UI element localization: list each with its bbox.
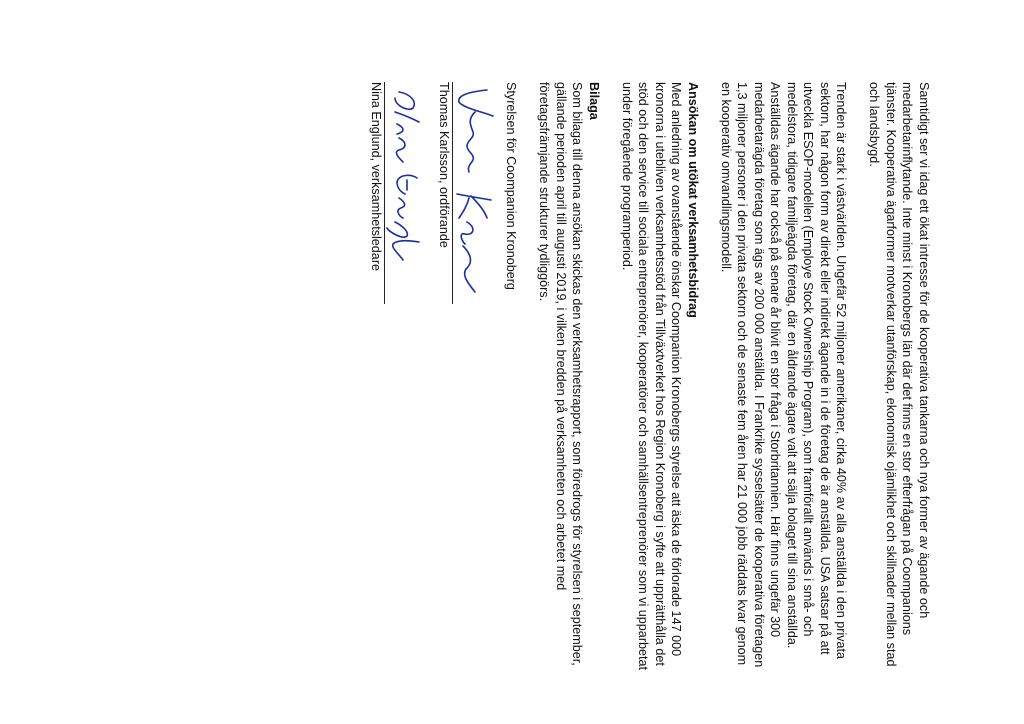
document-content [368, 82, 932, 682]
trend-paragraph: Trenden är stark i västvärlden. Ungefär 52 miljoner amerikaner, cirka 40% av alla anställda i den privata sektorn, har någon form av direkt eller indirekt ägande in i de företag de är anställda. USA satsar på att utveckla ESOP-modellen (Employe Stock Ownership Program), som framförallt används i små- och medelstora, tidigare familjeägda företag, där en åldrande ägare valt att sälja bolaget till sina anställda. Anställdas ägande har också på senare år blivit en stor fråga i Storbritannien. Här finns ungefär 300 medarbetarägda företag som ägs av 200 000 anställda. I Frankrike sysselsätter de kooperativa företagen 1,3 miljoner personer i den privata sektorn och de senaste fem åren har 21 000 jobb räddats kvar genom en kooperativ omvandlingsmodell. [719, 82, 849, 668]
board-line: Styrelsen för Coompanion Kronoberg [504, 82, 519, 290]
application-paragraph: Med anledning av ovanstående önskar Coompanion Kronobergs styrelse att äska de förlorade 147 000 kronorna i utebliven verksamhetsstöd från Tillväxtverket hos Region Kronoberg i syfte att upprätthålla det stöd och den service till sociala entreprenörer, kooperatörer och samhällsentreprenörer som vi upparbetat under föregående programperiod. [620, 82, 684, 671]
signatory-2: Nina Englund, verksamhetsledare [369, 82, 384, 272]
paragraph-gap [850, 82, 867, 682]
signature-block-1 [436, 82, 498, 682]
intro-paragraph: Samtidigt ser vi idag ett ökat intresse för de kooperativa tankarna och nya former av ägande och medarbetarinflytande. Inte minst i Kronobergs län där det finns en stor efterfrågan på Coompanions tjänster. Kooperativa ägarformer motverkar utanförskap, ekonomisk ojämlikhet och skillnader mellan stad och landsbygd. [867, 82, 931, 667]
signature-line [452, 82, 453, 304]
paragraph-gap [701, 82, 718, 682]
signature-block-2 [368, 82, 430, 682]
signatory-1: Thomas Karlsson, ordförande [437, 82, 451, 248]
signature-thomas-karlsson [453, 82, 497, 312]
signature-nina-englund [386, 82, 430, 312]
signature-line [385, 82, 386, 304]
attachment-paragraph: Som bilaga till denna ansökan skickas den verksamhetsrapport, som föredrogs för styrelsen i september, gällande perioden april till augusti 2019, i vilken bredden på verksamheten och arbetet med företagsfrämjande strukturer tydliggörs. [537, 82, 585, 666]
paragraph-gap [520, 82, 537, 682]
attachment-heading: Bilaga [587, 82, 601, 120]
paragraph-gap [602, 82, 619, 682]
application-heading: Ansökan om utökat verksamhetsbidrag [686, 82, 700, 318]
